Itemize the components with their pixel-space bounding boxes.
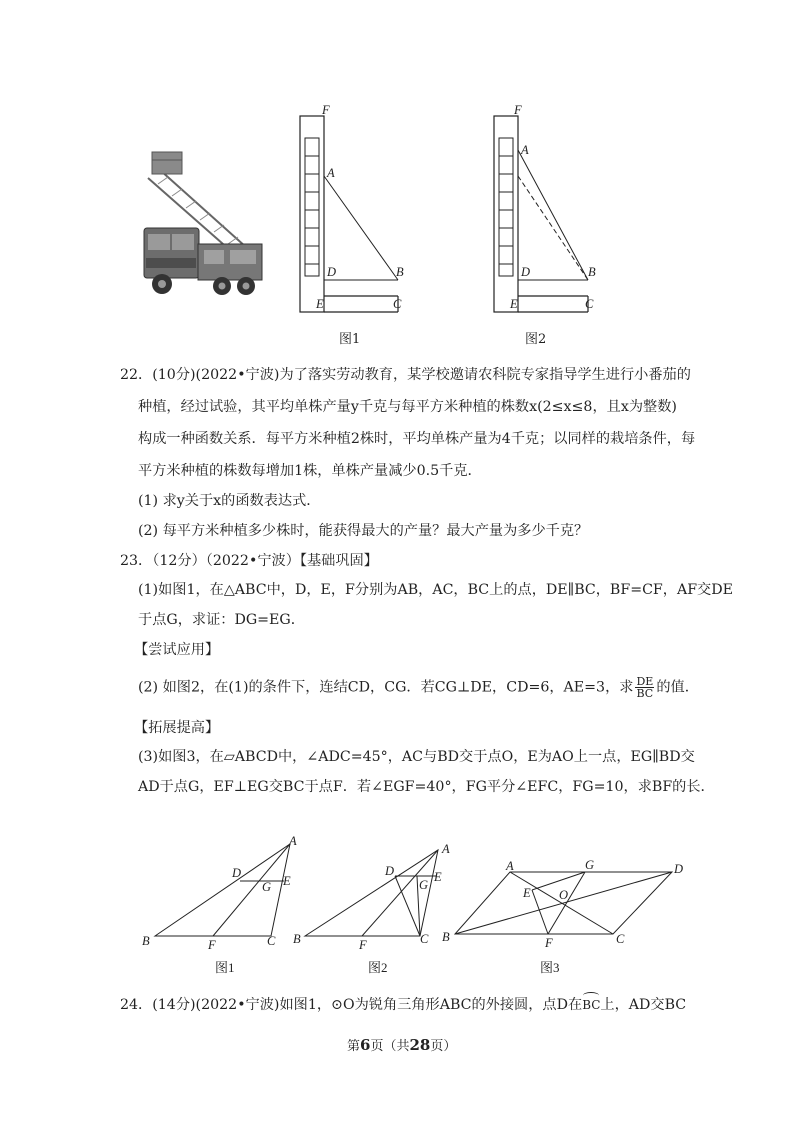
q23-ext-title: 【拓展提高】 — [134, 720, 220, 736]
q22-subquestion-2: (2) 每平方米种植多少株时，能获得最大的产量？最大产量为多少千克？ — [138, 523, 589, 539]
fig1-label-A: A — [327, 166, 335, 180]
footer-mid: 页（共 — [370, 1039, 410, 1054]
q23-part3-line-1: (3)如图3，在▱ABCD中，∠ADC=45°，AC与BD交于点O，E为AO上一点，EG∥BD交 — [138, 749, 695, 765]
q23-part2-tail: 的值． — [656, 679, 699, 696]
q22-line-1: 22．(10分)(2022•宁波)为了落实劳动教育，某学校邀请农科院专家指导学生进行小番茄的 — [120, 367, 691, 383]
q23-fig1-label-C: C — [267, 934, 276, 948]
q23-figures — [135, 830, 695, 980]
q23-part2 — [138, 676, 699, 699]
q23-fig3-label-F: F — [545, 936, 553, 950]
q23-fig1-label-B: B — [142, 934, 150, 948]
q23-try-title: 【尝试应用】 — [134, 642, 220, 658]
q23-fig2-label-C: C — [420, 932, 429, 946]
q23-fig1-label-E: E — [283, 874, 291, 888]
q23-part3-line-2: AD于点G，EF⊥EG交BC于点F．若∠EGF=40°，FG平分∠EFC，FG=10，求BF的长． — [138, 779, 715, 795]
q23-fig2-label-G: G — [419, 878, 429, 892]
figure-2-wall-diagram — [484, 100, 614, 320]
q23-fig3-label-A: A — [506, 859, 514, 873]
fig2-label-D: D — [521, 265, 531, 279]
q23-fig3-label-G: G — [585, 858, 595, 872]
q23-fig3-label-B: B — [442, 930, 450, 944]
q24-text: 24．(14分)(2022•宁波)如图1，⊙O为锐角三角形ABC的外接圆，点D在 — [120, 997, 583, 1013]
q23-part1-line-1: (1)如图1，在△ABC中，D，E，F分别为AB，AC，BC上的点，DE∥BC，BF=CF，AF交DE — [138, 582, 733, 598]
q23-fig3-label-E: E — [523, 886, 531, 900]
q23-header: 23．（12分）（2022•宁波）【基础巩固】 — [120, 553, 378, 569]
q23-fig2-label-A: A — [442, 842, 450, 856]
fig2-label-F: F — [514, 103, 522, 117]
fig1-label-F: F — [322, 103, 330, 117]
fig1-label-D: D — [327, 265, 337, 279]
q23-fig3-caption: 图3 — [540, 960, 560, 975]
arc-bc: BC — [582, 995, 600, 1015]
q23-fig2-label-D: D — [385, 864, 395, 878]
total-pages: 28 — [409, 1036, 431, 1054]
fig1-label-B: B — [396, 265, 404, 279]
fraction-denominator: BC — [636, 687, 654, 700]
fig1-label-E: E — [316, 297, 324, 311]
q23-fig3-label-C: C — [616, 932, 625, 946]
q23-fig1-label-A: A — [289, 834, 297, 848]
fig1-caption: 图1 — [339, 332, 361, 347]
q22-line-2: 种植，经过试验，其平均单株产量y千克与每平方米种植的株数x(2≤x≤8，且x为整数) — [138, 399, 677, 415]
q23-fig2-caption: 图2 — [368, 960, 388, 975]
q22-line-4: 平方米种植的株数每增加1株，单株产量减少0.5千克． — [138, 463, 482, 479]
q23-part1-line-2: 于点G，求证：DG=EG． — [138, 612, 305, 628]
q24-line-1 — [120, 995, 686, 1015]
q22-line-3: 构成一种函数关系．每平方米种植2株时，平均单株产量为4千克；以同样的栽培条件，每 — [138, 431, 696, 447]
fig2-label-E: E — [510, 297, 518, 311]
q23-fig2-label-E: E — [434, 870, 442, 884]
page-number: 6 — [360, 1036, 371, 1054]
q23-part2-text: (2) 如图2，在(1)的条件下，连结CD，CG．若CG⊥DE，CD=6，AE=3，求 — [138, 679, 634, 696]
fire-truck-image — [138, 148, 268, 300]
q23-fig1-label-F: F — [208, 938, 216, 952]
q23-fig1-caption: 图1 — [215, 960, 235, 975]
q23-fig3-label-O: O — [559, 888, 569, 902]
fig2-label-A: A — [521, 143, 529, 157]
q23-fig3-label-D: D — [674, 862, 684, 876]
q22-subquestion-1: (1) 求y关于x的函数表达式． — [138, 493, 321, 509]
q23-fig1-label-D: D — [232, 866, 242, 880]
footer-post: 页） — [430, 1039, 457, 1054]
fig2-label-B: B — [588, 265, 596, 279]
fig2-caption: 图2 — [525, 332, 547, 347]
page-footer — [347, 1035, 456, 1054]
figure-1-wall-diagram — [290, 100, 420, 320]
q23-part2-fraction — [635, 676, 654, 699]
q23-fig1-label-G: G — [262, 880, 272, 894]
q23-fig2-label-F: F — [359, 938, 367, 952]
q24-text-tail: 上，AD交BC — [600, 997, 687, 1013]
fig1-label-C: C — [393, 297, 402, 311]
fraction-numerator: DE — [636, 675, 654, 688]
footer-pre: 第 — [347, 1039, 361, 1054]
fig2-label-C: C — [585, 297, 594, 311]
q23-fig2-label-B: B — [293, 932, 301, 946]
